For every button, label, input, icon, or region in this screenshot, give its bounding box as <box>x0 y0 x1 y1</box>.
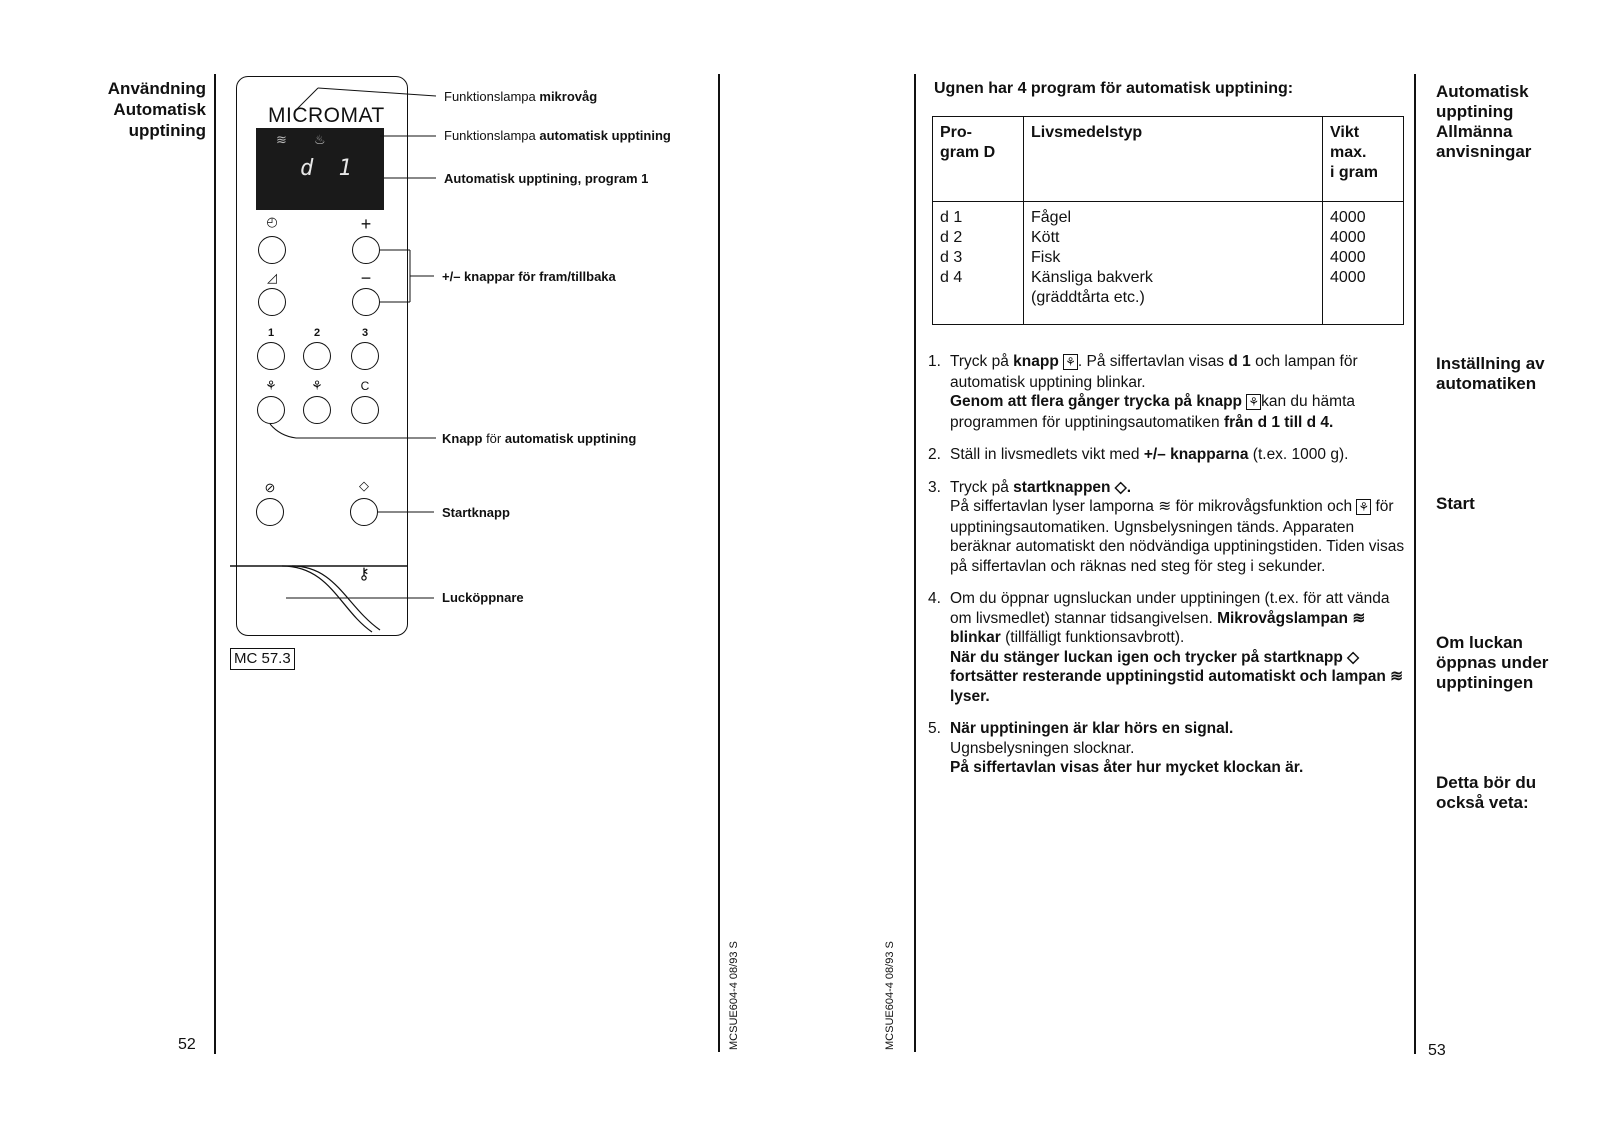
callout-plus-minus: +/– knappar för fram/tillbaka <box>442 269 616 284</box>
defrost-button-icon: ⚘ <box>1065 355 1076 369</box>
header-food: Livsmedelstyp <box>1024 117 1323 202</box>
margin-heading-setting: Inställning av automatiken <box>1436 354 1545 393</box>
program-table <box>932 116 1404 325</box>
program-1-label: 1 <box>267 327 275 339</box>
instruction-steps <box>928 352 1406 791</box>
weight-cells: 4000 4000 4000 4000 <box>1323 202 1404 325</box>
step-1: 1. Tryck på knapp ⚘ . På siffertavlan visas d 1 och lampan för automatisk upptining blinkar. Genom att flera gånger trycka på knapp ⚘ kan du hämta programmen för upptiningsautomatiken från d 1 till d 4. <box>928 353 1358 431</box>
margin-heading-start: Start <box>1436 494 1475 513</box>
center-rule-left <box>718 74 720 1052</box>
step-4: 4. Om du öppnar ugnsluckan under upptiningen (t.ex. för att vända om livsmedlet) stannar tidsangivelsen. Mikrovågslampan ≋ blinkar (tillfälligt funktionsavbrott). När du stänger luckan igen och trycker på startknapp ◇ fortsätter resterande upptiningstid automatiskt och lampan ≋ lyser. <box>928 590 1404 705</box>
heading-line: upptining <box>128 121 206 140</box>
page-number-right: 53 <box>1428 1042 1446 1059</box>
step-2: 2. Ställ in livsmedlets vikt med +/– knapparna (t.ex. 1000 g). <box>928 446 1349 463</box>
margin-heading-note: Detta bör du också veta: <box>1436 773 1537 812</box>
table-row <box>933 202 1404 325</box>
doc-code-left: MCSUE604-4 08/93 S <box>728 941 740 1050</box>
power-icon: ◿ <box>267 270 277 285</box>
plus-icon: + <box>360 214 372 234</box>
header-weight: Vikt max. i gram <box>1323 117 1404 202</box>
heading-line: Användning <box>107 79 206 98</box>
header-program: Pro- gram D <box>933 117 1024 202</box>
model-label: MC 57.3 <box>230 648 295 670</box>
right-margin-rule <box>1414 74 1416 1054</box>
stop-icon: ⊘ <box>264 480 276 495</box>
defrost-button-icon: ⚘ <box>1248 395 1260 409</box>
clear-label: C <box>360 379 370 393</box>
page-number-left: 52 <box>178 1036 196 1053</box>
food-cells: Fågel Kött Fisk Känsliga bakverk (gräddtårta etc.) <box>1024 202 1323 325</box>
margin-heading-general: Automatisk upptining Allmänna anvisningar <box>1436 82 1532 161</box>
panel-leader-lines <box>0 0 720 700</box>
defrost-button-icon: ⚘ <box>1358 500 1370 514</box>
margin-heading-door: Om luckan öppnas under upptiningen <box>1436 633 1549 692</box>
callout-start-button: Startknapp <box>442 505 510 520</box>
doc-code-right: MCSUE604-4 08/93 S <box>884 941 896 1050</box>
program-3-label: 3 <box>361 327 369 339</box>
minus-icon: − <box>360 268 372 288</box>
display-value: d 1 <box>300 156 358 181</box>
center-rule-right <box>914 74 916 1052</box>
callout-microwave-lamp: Funktionslampa mikrovåg <box>444 89 598 104</box>
callout-defrost-lamp: Funktionslampa automatisk upptining <box>444 128 671 143</box>
defrost-lamp-icon: ♨ <box>314 132 326 147</box>
step-5: 5. När upptiningen är klar hörs en signal. Ugnsbelysningen slocknar. På siffertavlan visas åter hur mycket klockan är. <box>928 720 1304 776</box>
clock-icon: ◴ <box>266 214 278 229</box>
brand-label: MICROMAT <box>268 104 385 127</box>
heading-line: Automatisk <box>113 100 206 119</box>
program-cells: d 1 d 2 d 3 d 4 <box>933 202 1024 325</box>
defrost-auto-icon: ⚘ <box>265 378 277 393</box>
callout-defrost-button: Knapp för automatisk upptining <box>442 431 637 446</box>
intro-text: Ugnen har 4 program för automatisk upptining: <box>934 80 1294 97</box>
table-header-row <box>933 117 1404 202</box>
program-2-label: 2 <box>313 327 321 339</box>
defrost-manual-icon: ⚘ <box>311 378 323 393</box>
key-icon: ⚷ <box>358 566 370 583</box>
callout-program-1: Automatisk upptining, program 1 <box>444 171 649 186</box>
start-icon: ◇ <box>359 478 369 493</box>
microwave-lamp-icon: ≋ <box>276 132 287 147</box>
step-3: 3. Tryck på startknappen ◇. På siffertavlan lyser lamporna ≋ för mikrovågsfunktion och ⚘ för upptiningsautomatiken. Ugnsbelysningen tänds. Apparaten beräknar automatiskt den nödvändiga upptiningstiden. Tiden visas på siffertavlan och räknas ned steg för steg i sekunder. <box>928 478 1405 575</box>
callout-door-opener: Lucköppnare <box>442 590 524 605</box>
